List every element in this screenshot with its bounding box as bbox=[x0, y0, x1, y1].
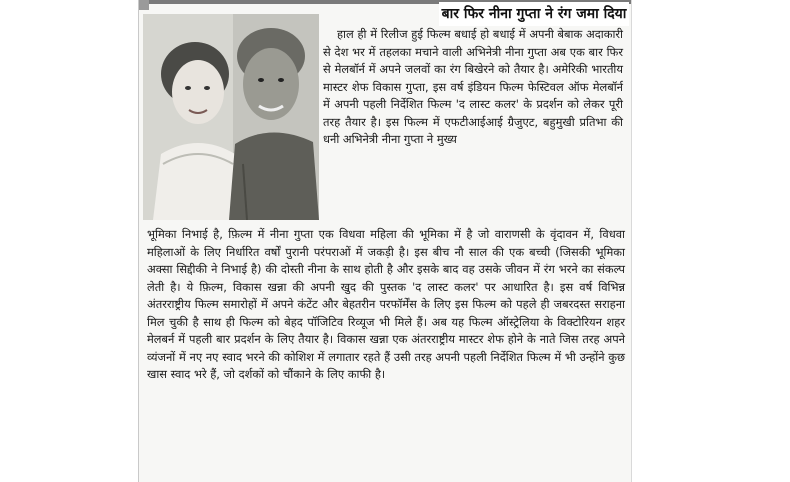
photo-illustration bbox=[143, 14, 319, 220]
article-photo bbox=[143, 14, 319, 220]
newspaper-clipping bbox=[138, 0, 632, 482]
article-body-top: हाल ही में रिलीज हुई फिल्म बधाई हो बधाई में अपनी बेबाक अदाकारी से देश भर में तहलका मचाने वाली अभिनेत्री नीना गुप्ता अब एक बार फिर से मेलबॉर्न में अपने जलवों का रंग बिखेरने को तैयार है। अमेरिकी भारतीय मास्टर शेफ विकास गुप्ता, इस वर्ष इंडियन फिल्म फेस्टिवल ऑफ मेलबॉर्न में अपनी पहली निर्देशित फिल्म 'द लास्ट कलर' के प्रदर्शन को लेकर पूरी तरह तैयार है। इस फिल्म में एफटीआईआई ग्रैजुएट, बहुमुखी प्रतिभा की धनी अभिनेत्री नीना गुप्ता ने मुख्य bbox=[323, 27, 623, 146]
corner-mark bbox=[139, 0, 149, 10]
headline: बार फिर नीना गुप्ता ने रंग जमा दिया bbox=[439, 2, 629, 26]
article-body-bottom: भूमिका निभाई है, फ़िल्म में नीना गुप्ता एक विधवा महिला की भूमिका में है जो वाराणसी के वृंदावन में, विधवा महिलाओं के लिए निर्धारित वर्षों पुरानी परंपराओं में जकड़ी है। इस बीच नौ साल की एक बच्ची (जिसकी भूमिका अक्सा सिद्दीकी ने निभाई है) की दोस्ती नीना के साथ होती है और इसके बाद वह उसके जीवन में रंग भरने का संकल्प लेती है। ये फ़िल्म, विकास खन्ना की अपनी खुद की पुस्तक 'द लास्ट कलर' पर आधारित है। इस वर्ष विभिन्न अंतरराष्ट्रीय फिल्म समारोहों में अपने कंटेंट और बेहतरीन परफॉर्मेंस के लिए इस फिल्म को पहले ही जबरदस्त सराहना मिल चुकी है साथ ही फिल्म को बेहद पॉजिटिव रिव्यूज भी मिले हैं। अब यह फिल्म ऑस्ट्रेलिया के विक्टोरियन शहर मेलबर्न में पहली बार प्रदर्शन के लिए तैयार है। विकास खन्ना एक अंतरराष्ट्रीय मास्टर शेफ होने के नाते जिस तरह अपने व्यंजनों में नए नए स्वाद भरने की कोशिश में लगातार रहते हैं उसी तरह अपनी पहली निर्देशित फिल्म में भी उन्होंने कुछ खास स्वाद भरे हैं, जो दर्शकों को चौंकाने के लिए काफी है। bbox=[147, 227, 625, 381]
